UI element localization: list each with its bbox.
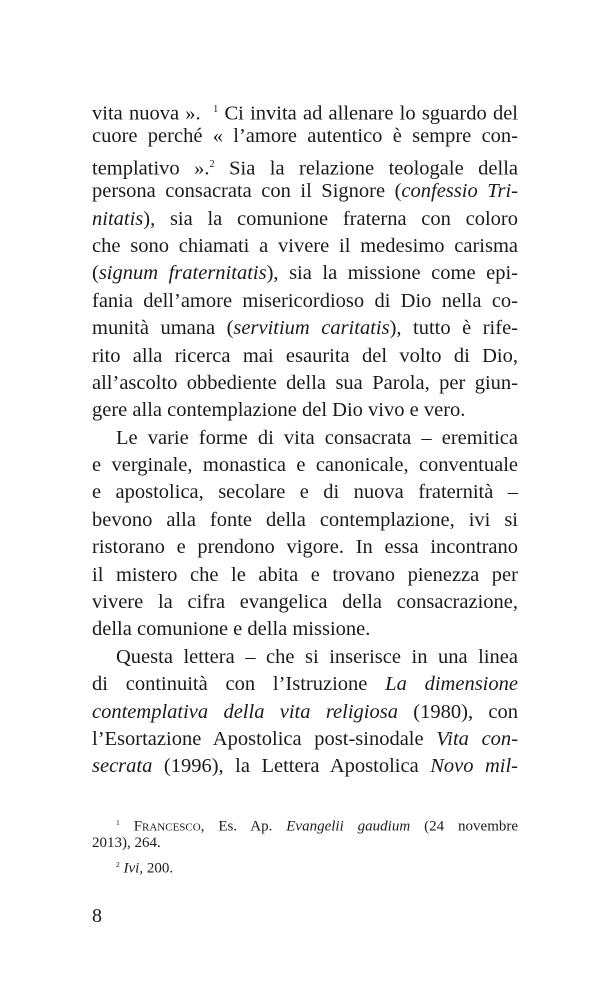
text-segment: di continuità con l’Istruzione — [92, 673, 386, 696]
text-line — [92, 534, 518, 561]
text-segment: 2013), 264. — [92, 835, 161, 851]
footnote-marker: 2 — [116, 860, 120, 869]
text-line — [92, 233, 518, 260]
italic-text: secrata — [92, 755, 153, 778]
text-line — [92, 671, 518, 698]
text-line — [92, 479, 518, 506]
text-segment: Ci invita ad allenare lo sguardo del — [218, 102, 518, 125]
text-segment: , Es. Ap. — [200, 818, 287, 835]
text-line — [92, 589, 518, 616]
text-segment: Sia la relazione teologale della — [214, 157, 518, 180]
footnote-marker: 1 — [116, 818, 120, 827]
text-segment: vita nuova ». — [92, 102, 214, 125]
text-line — [92, 562, 518, 589]
italic-text: confessio Tri- — [401, 180, 518, 203]
footnote-marker: 1 — [213, 104, 219, 115]
text-segment: cuore perché « l’amore autentico è sempre con- — [92, 125, 518, 148]
text-segment: , 200. — [139, 860, 174, 877]
italic-text: Evangelii gaudium — [286, 818, 411, 835]
text-line — [92, 507, 518, 534]
body-text — [92, 96, 518, 781]
text-segment: ), sia la comunione fraterna con coloro — [143, 207, 518, 230]
text-segment: l’Esortazione Apostolica post-sinodale — [92, 727, 437, 750]
text-line — [92, 370, 518, 397]
footnote-line — [92, 833, 518, 854]
text-line — [92, 260, 518, 287]
text-line — [92, 397, 518, 424]
italic-text: Vita con- — [436, 727, 518, 750]
text-segment: persona consacrata con il Signore ( — [92, 180, 402, 203]
text-line — [92, 644, 518, 671]
text-line — [92, 699, 518, 726]
text-line — [92, 753, 518, 780]
text-line — [92, 151, 518, 178]
text-segment: ), tutto è rife- — [389, 317, 518, 340]
text-line — [92, 726, 518, 753]
italic-text: servitium caritatis — [233, 317, 390, 340]
text-line — [92, 452, 518, 479]
text-segment: templativo ». — [92, 157, 210, 180]
italic-text: nitatis — [92, 207, 144, 230]
italic-text: signum fraternitatis — [98, 262, 267, 285]
italic-text: Ivi — [123, 860, 140, 877]
text-segment: Francesco — [133, 818, 201, 835]
text-line — [92, 206, 518, 233]
footnote-marker: 2 — [209, 158, 215, 170]
text-segment: fania dell’amore misericordioso di Dio nella co- — [92, 289, 518, 312]
text-segment: il mistero che le abita e trovano pienezza per — [92, 563, 518, 586]
text-line — [92, 288, 518, 315]
text-line — [92, 178, 518, 205]
text-line — [92, 425, 518, 452]
text-segment: ( — [92, 262, 99, 285]
text-segment: ), sia la missione come epi- — [266, 262, 518, 285]
text-segment: munità umana ( — [92, 317, 234, 340]
text-segment: Le varie forme di vita consacrata – eremitica — [116, 426, 518, 449]
text-line — [92, 123, 518, 150]
text-segment: (24 novembre — [410, 818, 519, 835]
text-segment: Questa lettera – che si inserisce in una linea — [116, 645, 518, 668]
footnote-line — [92, 854, 518, 875]
text-segment: all’ascolto obbediente della sua Parola, per giun- — [92, 371, 518, 394]
text-segment: che sono chiamati a vivere il medesimo carisma — [92, 234, 518, 257]
text-segment: vivere la cifra evangelica della consacrazione, — [92, 591, 518, 614]
page-number: 8 — [92, 905, 102, 927]
italic-text: Novo mil- — [430, 755, 519, 778]
italic-text: contemplativa della vita religiosa — [92, 700, 398, 723]
text-segment: bevono alla fonte della contemplazione, ivi si — [92, 508, 518, 531]
text-segment: (1996), la Lettera Apostolica — [152, 755, 431, 778]
text-segment: rito alla ricerca mai esaurita del volto di Dio, — [92, 344, 518, 367]
text-line — [92, 616, 518, 643]
footnotes — [92, 812, 518, 875]
text-line — [92, 343, 518, 370]
text-segment: gere alla contemplazione del Dio vivo e vero. — [92, 399, 466, 422]
text-segment: e verginale, monastica e canonicale, conventuale — [92, 454, 518, 477]
footnote-line — [92, 812, 518, 833]
italic-text: La dimensione — [385, 673, 518, 696]
text-line — [92, 96, 518, 123]
text-segment: e apostolica, secolare e di nuova fraternità – — [92, 481, 518, 504]
text-segment: (1980), con — [397, 700, 518, 723]
text-line — [92, 315, 518, 342]
text-segment: ristorano e prendono vigore. In essa incontrano — [92, 536, 518, 559]
text-segment: della comunione e della missione. — [92, 618, 371, 641]
